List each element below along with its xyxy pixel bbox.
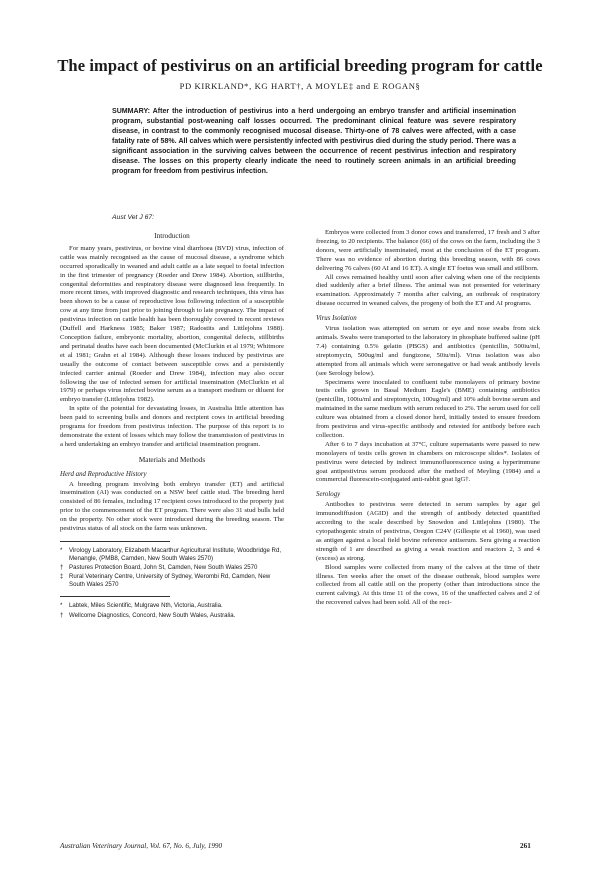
footnote-text: Virology Laboratory, Elizabeth Macarthur Agricultural Institute, Woodbridge Rd, Menangle, (PMB8, Camden, New South Wales 2570) bbox=[69, 547, 282, 563]
body-paragraph: Specimens were inoculated to confluent tube monolayers of primary bovine testis cells grown in Basal Medium Eagle's (BME) containing antibiotics (penicillin, 100iu/ml and streptomycin, 100ug/ml) and 10% adult bovine serum and maintained in the same medium with serum reduced to 2%. The serum used for cell culture was obtained from a closed donor herd, initially tested to ensure freedom from pestivirus and virus-specific antibody and retested for antibody before each collection. bbox=[316, 378, 540, 439]
footnote bbox=[60, 573, 284, 589]
footer-journal-name: Australian Veterinary Journal, Vol. 67, No. 6, July, 1990 bbox=[60, 842, 223, 850]
body-paragraph: In spite of the potential for devastating losses, in Australia little attention has been paid to screening bulls and donors and recipient cows in artificial breeding programs for freedom from pestivirus infection. The purpose of this report is to demonstrate the extent of losses which may follow the transmission of pestivirus in a herd undertaking an embryo transfer and artificial insemination program. bbox=[60, 405, 284, 448]
body-paragraph: For many years, pestivirus, or bovine viral diarrhoea (BVD) virus, infection of cattle was mainly recognised as the cause of mucosal disease, a syndrome which occurred sporadically in weaned and adult cattle as a late sequel to foetal infection in the first trimester of pregnancy (Roeder and Drew 1984). Abortion, stillbirths, congenital deformities and respiratory disease were diagnosed less frequently. In more recent times, with improved diagnostic and research techniques, this virus has been shown to be a cause of reproductive loss following infection of a susceptible cow at any time from just prior to joining through to late pregnancy. The impact of pestivirus infection on cattle health has been thoroughly covered in recent reviews (Duffell and Harkness 1985; Baker 1987; Radostits and Littlejohns 1988). Conception failure, embryonic mortality, abortion, congenital defects, stillbirths and perinatal deaths have each been documented (McClurkin et al 1979; Whitmore et al 1981; Grahn et al 1984). Although these losses induced by pestivirus are usually the outcome of contact between susceptible cows and a persistently infected carrier animal (Roeder and Drew 1984), infection may also occur following the use of infected semen for artificial insemination (McClurkin et al 1979) or perhaps virus infected bovine serum as a transport medium or diluent for embryo transfer (Littlejohns 1982). bbox=[60, 244, 284, 404]
supplier-footnotes bbox=[60, 602, 284, 619]
herd-history-subheading: Herd and Reproductive History bbox=[60, 470, 147, 478]
footnote-divider bbox=[60, 541, 170, 542]
body-paragraph: Blood samples were collected from many of the calves at the time of their illness. Ten weeks after the onset of the disease outbreak, blood samples were collected from all cattle still on the property (other than introductions since the current calving). At this time 11 of the cows, 16 of the unaffected calves and 2 of the recovered calves had been sold. All of the reci- bbox=[316, 563, 540, 607]
footnote-mark: † bbox=[60, 611, 64, 619]
virus-isolation-subheading: Virus Isolation bbox=[316, 315, 357, 323]
footnote-mark: † bbox=[60, 564, 64, 572]
footnote-text: Pastures Protection Board, John St, Camden, New South Wales 2570 bbox=[69, 564, 258, 572]
footnote bbox=[60, 602, 284, 610]
body-paragraph: Antibodies to pestivirus were detected in serum samples by agar gel immunodiffusion (AGID) and the strength of antibody detected quantified according to the scale described by Snowdon and Littlejohns (1980). The cytopathogenic strain of pestivirus, Oregon C24V (Gillespie et al 1960), was used as antigen against a local field bovine reference antiserum. Sera giving a reaction strength of 1 are described as giving a weak reaction and reactors 2, 3 and 4 (excess) as strong. bbox=[316, 501, 540, 562]
footnote-mark: * bbox=[60, 602, 63, 610]
footnote-mark: ‡ bbox=[60, 573, 64, 581]
right-column bbox=[316, 229, 540, 608]
footnote-text: Rural Veterinary Centre, University of Sydney, Werombi Rd, Camden, New South Wales 2570 bbox=[69, 573, 271, 589]
body-paragraph: Virus isolation was attempted on serum or eye and nose swabs from sick animals. Swabs were transported to the laboratory in phosphate buffered saline (pH 7.4) containing 0.5% gelatin (PBGS) and antibiotics (penicillin, 500iu/ml, streptomycin, 500ug/ml and fungizone, 50iu/ml). Virus isolation was also attempted from all animals which were seronegative or had weak antibody levels (see Serology below). bbox=[316, 325, 540, 377]
article-title: The impact of pestivirus on an artificial breeding program for cattle bbox=[57, 56, 543, 75]
summary-abstract: SUMMARY: After the introduction of pestivirus into a herd undergoing an embryo transfer and artificial insemination program, substantial post-weaning calf losses occurred. The predominant clinical feature was severe respiratory disease, in contrast to the commonly recognised mucosal disease. Thirty-one of 78 calves were affected, with a case fatality rate of 58%. All calves which were persistently infected with pestivirus died during the study period. There was a significant association in the surviving calves between the occurrence of recent pestivirus infection and respiratory disease. The losses on this property clearly indicate the need to routinely screen animals in an artificial breeding program for freedom from pestivirus infection. bbox=[112, 108, 516, 175]
serology-subheading: Serology bbox=[316, 491, 341, 499]
footnote bbox=[60, 564, 284, 572]
body-paragraph: Embryos were collected from 3 donor cows and transferred, 17 fresh and 3 after freezing, to 20 recipients. The balance (66) of the cows on the farm, including the 3 donors, were artificially inseminated, most at the conclusion of the ET program. There was no evidence of abortion during this breeding season, with 86 cows delivering 76 calves (60 AI and 16 ET). A single ET foetus was small and stillborn. bbox=[316, 229, 540, 272]
footnote bbox=[60, 547, 284, 563]
footnote-text: Labtek, Miles Scientific, Mulgrave Nth, Victoria, Australia. bbox=[69, 602, 223, 610]
footnote-text: Wellcome Diagnostics, Concord, New South Wales, Australia. bbox=[69, 611, 236, 619]
affiliation-footnotes bbox=[60, 547, 284, 589]
footnote-mark: * bbox=[60, 547, 63, 554]
footnote-divider bbox=[60, 596, 170, 597]
left-column bbox=[60, 229, 284, 621]
journal-citation: Aust Vet J 67: bbox=[112, 214, 155, 221]
methods-heading: Materials and Methods bbox=[138, 455, 206, 464]
body-paragraph: All cows remained healthy until soon after calving when one of the recipients died suddenly after a brief illness. The animal was not presented for veterinary examination. Approximately 7 months after calving, an outbreak of respiratory disease occurred in weaned calves, the progeny of both the ET and AI programs. bbox=[316, 273, 540, 308]
page-number: 261 bbox=[520, 842, 531, 850]
body-paragraph: A breeding program involving both embryo transfer (ET) and artificial insemination (AI) was conducted on a NSW beef cattle stud. The breeding herd consisted of 86 females, including 17 recipient cows introduced to the property just prior to the commencement of the ET program. There were also 31 stud bulls held on the property. No other stock were introduced during the breeding season. The pestivirus status of all stock on the farm was unknown. bbox=[60, 480, 284, 533]
introduction-heading: Introduction bbox=[154, 232, 190, 240]
footnote bbox=[60, 612, 284, 620]
body-paragraph: After 6 to 7 days incubation at 37°C, culture supernatants were passed to new monolayers of testis cells grown in chambers on microscope slides*. Isolates of pestivirus were detected by indirect immunofluorescence using a hyperimmune goat antipestivirus serum produced after the method of Meyling (1984) and a commercial fluorescein-conjugated anti-rabbit goat IgG†. bbox=[316, 440, 540, 484]
author-line: PD KIRKLAND*, KG HART†, A MOYLE‡ and E ROGAN§ bbox=[179, 81, 421, 91]
